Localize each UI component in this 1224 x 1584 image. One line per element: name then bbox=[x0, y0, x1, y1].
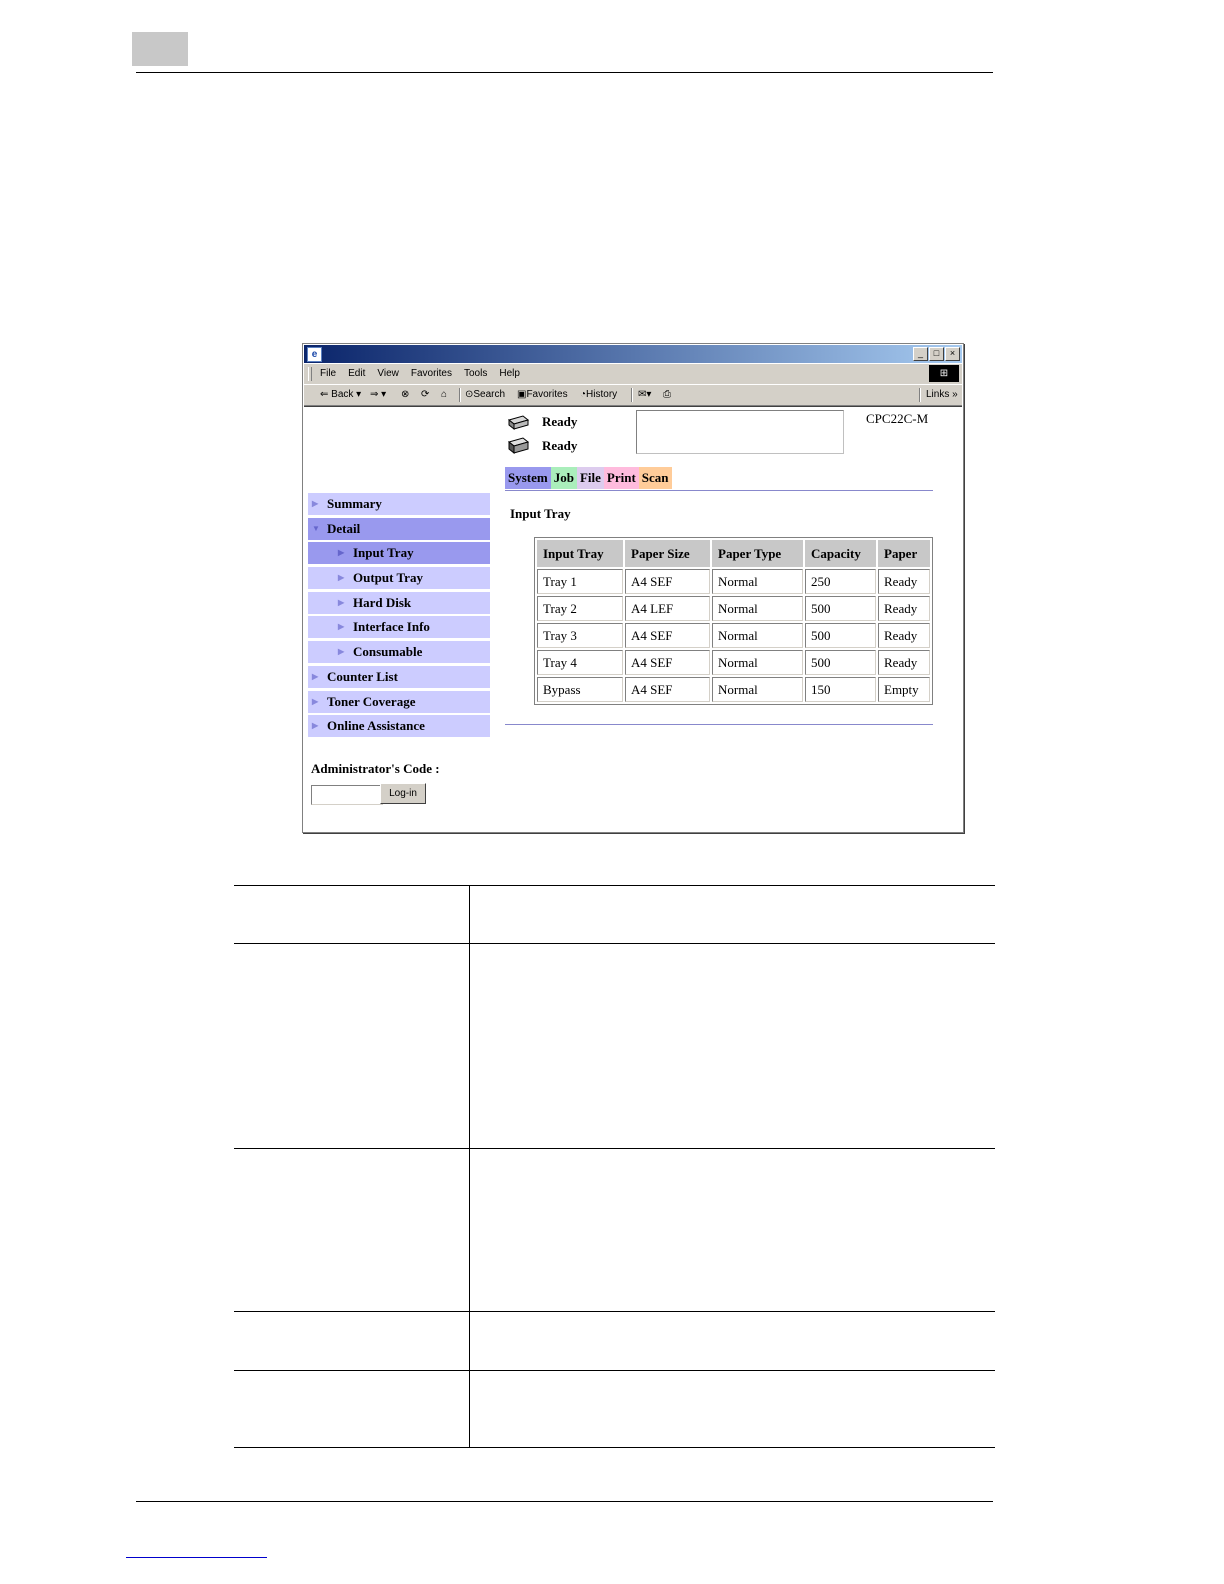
table-cell: Normal bbox=[712, 596, 803, 621]
sidebar-item-toner-coverage[interactable] bbox=[308, 691, 490, 713]
table-cell: Tray 1 bbox=[537, 569, 623, 594]
windows-logo-icon: ⊞ bbox=[929, 365, 959, 382]
sidebar-item-label: Input Tray bbox=[353, 545, 414, 561]
table-cell: Normal bbox=[712, 650, 803, 675]
table-body bbox=[537, 569, 930, 702]
sidebar-item-online-assistance[interactable] bbox=[308, 715, 490, 737]
triangle-right-icon: ▶ bbox=[338, 548, 345, 558]
table-cell: Tray 4 bbox=[537, 650, 623, 675]
tab-print[interactable]: Print bbox=[604, 467, 639, 489]
table-row bbox=[537, 569, 930, 594]
table-cell: 150 bbox=[805, 677, 876, 702]
table-cell: Normal bbox=[712, 623, 803, 648]
favorites-label: Favorites bbox=[526, 389, 568, 400]
table-row bbox=[537, 623, 930, 648]
section-title: Input Tray bbox=[510, 506, 571, 521]
minimize-button[interactable]: _ bbox=[913, 347, 928, 361]
scanner-icon bbox=[507, 437, 529, 454]
refresh-icon[interactable]: ⟳ bbox=[421, 389, 430, 400]
title-bar bbox=[304, 345, 962, 363]
triangle-right-icon: ▶ bbox=[312, 696, 319, 706]
table-column-divider bbox=[469, 885, 470, 1448]
toolbar-separator bbox=[459, 388, 461, 402]
footer-link-underline bbox=[126, 1557, 267, 1558]
browser-app-icon: e bbox=[307, 347, 322, 362]
table-rule bbox=[234, 885, 995, 886]
sidebar-item-label: Consumable bbox=[353, 644, 423, 660]
table-header-row bbox=[537, 540, 930, 567]
table-cell: A4 SEF bbox=[625, 650, 710, 675]
menu-bar bbox=[304, 364, 962, 385]
table-cell: Normal bbox=[712, 569, 803, 594]
sidebar-item-label: Toner Coverage bbox=[327, 693, 416, 709]
sidebar-item-detail[interactable] bbox=[308, 518, 490, 540]
sidebar-item-consumable[interactable] bbox=[308, 641, 490, 663]
table-rule bbox=[234, 1447, 995, 1448]
table-cell: Ready bbox=[878, 623, 930, 648]
login-button[interactable]: Log-in bbox=[380, 783, 426, 804]
browser-toolbar bbox=[304, 385, 962, 406]
menu-item-file[interactable]: File bbox=[320, 368, 337, 379]
sidebar-item-summary[interactable] bbox=[308, 493, 490, 515]
column-header: Paper Type bbox=[712, 540, 803, 567]
table-cell: 250 bbox=[805, 569, 876, 594]
sidebar-item-label: Output Tray bbox=[353, 570, 423, 586]
tab-file[interactable]: File bbox=[577, 467, 604, 489]
menu-item-favorites[interactable]: Favorites bbox=[410, 368, 452, 379]
mail-icon[interactable]: ✉▾ bbox=[638, 389, 652, 400]
description-table bbox=[234, 885, 995, 1448]
admin-code-input[interactable] bbox=[311, 785, 383, 805]
table-rule bbox=[234, 1311, 995, 1312]
footer-rule bbox=[136, 1501, 993, 1502]
column-header: Paper bbox=[878, 540, 930, 567]
scanner-status: Ready bbox=[542, 438, 578, 453]
sidebar-item-counter-list[interactable] bbox=[308, 666, 490, 688]
printer-status: Ready bbox=[542, 414, 578, 429]
column-header: Paper Size bbox=[625, 540, 710, 567]
table-cell: Bypass bbox=[537, 677, 623, 702]
sidebar-item-input-tray[interactable] bbox=[308, 542, 490, 564]
sidebar-item-hard-disk[interactable] bbox=[308, 592, 490, 614]
triangle-right-icon: ▶ bbox=[338, 647, 345, 657]
column-header: Input Tray bbox=[537, 540, 623, 567]
maximize-button[interactable]: □ bbox=[929, 347, 944, 361]
history-button[interactable]: ◔History bbox=[580, 389, 618, 400]
menu-item-help[interactable]: Help bbox=[499, 368, 520, 379]
triangle-right-icon: ▶ bbox=[338, 573, 345, 583]
sidebar-item-label: Hard Disk bbox=[353, 594, 412, 610]
forward-button[interactable]: ⇒ ▾ bbox=[370, 389, 387, 400]
menu-grip bbox=[308, 367, 312, 381]
sidebar-item-label: Detail bbox=[327, 520, 361, 536]
menu-item-edit[interactable]: Edit bbox=[348, 368, 366, 379]
triangle-down-icon: ▼ bbox=[312, 523, 320, 533]
table-row bbox=[537, 650, 930, 675]
menu-item-view[interactable]: View bbox=[377, 368, 399, 379]
table-cell: Ready bbox=[878, 596, 930, 621]
table-rule bbox=[234, 943, 995, 944]
admin-code-label: Administrator's Code : bbox=[311, 761, 440, 776]
table-cell: Ready bbox=[878, 569, 930, 594]
page-content bbox=[304, 406, 962, 831]
toolbar-separator bbox=[631, 388, 633, 402]
sidebar-item-label: Interface Info bbox=[353, 619, 430, 635]
content-bottom-rule bbox=[505, 724, 933, 725]
sidebar-item-label: Online Assistance bbox=[327, 718, 425, 734]
triangle-right-icon: ▶ bbox=[312, 499, 319, 508]
column-header: Capacity bbox=[805, 540, 876, 567]
sidebar-nav bbox=[308, 493, 490, 740]
home-icon[interactable]: ⌂ bbox=[441, 389, 448, 400]
back-label: Back bbox=[331, 389, 354, 400]
table-cell: A4 LEF bbox=[625, 596, 710, 621]
table-cell: 500 bbox=[805, 650, 876, 675]
table-cell: A4 SEF bbox=[625, 569, 710, 594]
table-cell: Normal bbox=[712, 677, 803, 702]
back-button[interactable]: ⇐ Back ▾ bbox=[320, 389, 362, 400]
triangle-right-icon: ▶ bbox=[338, 622, 345, 632]
table-cell: Tray 2 bbox=[537, 596, 623, 621]
tab-system[interactable]: System bbox=[505, 467, 551, 489]
table-row bbox=[537, 596, 930, 621]
stop-icon[interactable]: ⊗ bbox=[401, 389, 410, 400]
header-rule bbox=[136, 72, 993, 73]
message-box bbox=[636, 410, 844, 454]
table-cell: Empty bbox=[878, 677, 930, 702]
search-button[interactable]: ⊙Search bbox=[465, 389, 506, 400]
print-icon[interactable]: ⎙ bbox=[663, 389, 671, 400]
browser-window bbox=[302, 343, 964, 833]
tab-scan[interactable]: Scan bbox=[639, 467, 672, 489]
menu-item-tools[interactable]: Tools bbox=[463, 368, 488, 379]
table-rule bbox=[234, 1148, 995, 1149]
input-tray-table bbox=[534, 537, 933, 705]
toolbar-separator bbox=[919, 388, 921, 402]
model-name: CPC22C-M bbox=[866, 411, 929, 426]
sidebar-item-label: Summary bbox=[327, 496, 382, 511]
table-cell: Ready bbox=[878, 650, 930, 675]
table-rule bbox=[234, 1370, 995, 1371]
sidebar-item-label: Counter List bbox=[327, 668, 398, 684]
table-row bbox=[537, 677, 930, 702]
close-button[interactable]: × bbox=[945, 347, 960, 361]
printer-icon bbox=[507, 414, 529, 431]
links-button[interactable]: Links » bbox=[926, 389, 958, 400]
favorites-button[interactable]: ▣Favorites bbox=[517, 389, 568, 400]
sidebar-item-interface-info[interactable] bbox=[308, 616, 490, 638]
page-tab-marker bbox=[132, 32, 188, 66]
table-cell: 500 bbox=[805, 596, 876, 621]
table-cell: A4 SEF bbox=[625, 677, 710, 702]
triangle-right-icon: ▶ bbox=[312, 671, 319, 681]
triangle-right-icon: ▶ bbox=[338, 597, 345, 607]
tab-job[interactable]: Job bbox=[551, 467, 577, 489]
links-label: Links bbox=[926, 389, 950, 400]
history-label: History bbox=[586, 389, 618, 400]
table-cell: Tray 3 bbox=[537, 623, 623, 648]
sidebar-item-output-tray[interactable] bbox=[308, 567, 490, 589]
category-tabs bbox=[505, 467, 672, 489]
triangle-right-icon: ▶ bbox=[312, 721, 319, 731]
menu-items bbox=[320, 368, 520, 379]
tab-underline bbox=[505, 490, 933, 491]
table-cell: A4 SEF bbox=[625, 623, 710, 648]
search-label: Search bbox=[473, 389, 506, 400]
table-cell: 500 bbox=[805, 623, 876, 648]
